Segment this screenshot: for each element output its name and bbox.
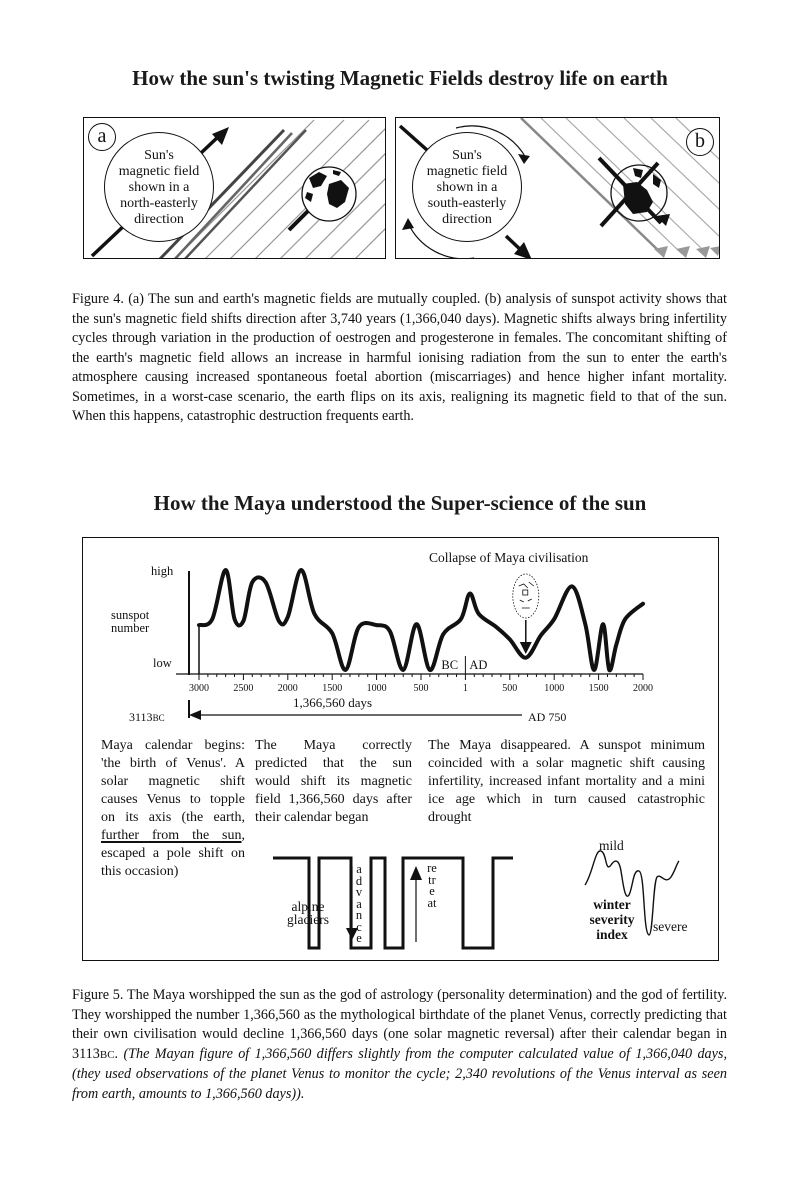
mild-label: mild [599, 838, 624, 853]
sunspot-chart [83, 538, 720, 728]
bubble-line: magnetic field [118, 164, 200, 179]
glacier-diagram [273, 838, 513, 958]
x-minor-ticks [199, 674, 643, 680]
winter-severity-label [577, 897, 647, 942]
x-tick-label: 2000 [277, 683, 298, 694]
bubble-line: direction [442, 212, 492, 227]
span-label: 1,366,560 days [293, 695, 373, 710]
figure5-caption-era: BC [99, 1048, 115, 1061]
bubble-line: south-easterly [427, 196, 507, 211]
figure5-caption: Figure 5. The Maya worshipped the sun as the god of astrology (personality determination) and the god of fertility. They worshipped the number 1,366,560 as the mythological birthdate of the planet Venus, correctly predicting that their own civilisation would decline 1,366,560 days (one solar magnetic reversal) after their calendar began in 3113BC. (The Mayan figure of 1,366,560 differs slightly from the computer calculated value of 1,366,040 days, (they used observations of the planet Venus to monitor the cycle; 2,340 revolutions of the Venus interval as seen from earth, amounts to 1,366,560 days)). [72, 987, 728, 1102]
span-arrow-head [189, 710, 201, 720]
bubble-line: north-easterly [120, 196, 198, 211]
bubble-line: Sun's [144, 148, 174, 163]
glacier-label-line: alpine [291, 899, 325, 914]
span-end-label: AD 750 [528, 710, 567, 724]
figure4-panel-b [395, 117, 720, 259]
advance-label: advance [355, 862, 363, 945]
panel-a-letter: a [88, 123, 116, 151]
figure4-caption: Figure 4. (a) The sun and earth's magnetic fields are mutually coupled. (b) analysis of sunspot activity shows that the sun's magnetic field shifts direction after 3,740 years (1,366,040 days). Magnetic shifts always bring infertility cycles through variation in the production of oestrogen and progesterone in females. The concomitant shifting of the earth's magnetic field allows an increase in harmful ionising radiation from the sun to enter the earth's atmosphere causing increased spontaneous foetal abortion (miscarriages) and hence higher infant mortality. Sometimes, in a worst-case scenario, the earth flips on its axis, realigning its magnetic field to that of the sun. When this happens, catastrophic destruction frequents earth. [72, 291, 727, 424]
bubble-line: shown in a [436, 180, 498, 195]
y-high-label: high [151, 564, 174, 578]
earth-globe-icon [299, 164, 359, 224]
winter-label-line: index [596, 927, 628, 942]
figure5-heading: How the Maya understood the Super-science of the sun [153, 491, 647, 515]
col1-text-end: , escaped a pole shift on this occasion) [101, 828, 245, 879]
y-low-label: low [153, 656, 172, 670]
figure5-caption-italic: (The Mayan figure of 1,366,560 differs slightly from the computer calculated value of 1,366,040 days, (they used observations of the planet Venus to monitor the cycle; 2,340 revolutions of the Venus interval as seen from earth, amounts to 1,366,560 days)). [72, 1045, 728, 1102]
sun-bubble-a-text [104, 148, 214, 228]
x-tick-label: 1500 [322, 683, 343, 694]
x-tick-label: 1000 [366, 683, 387, 694]
x-tick-label: 2000 [633, 683, 653, 694]
x-tick-label: 3000 [189, 683, 209, 694]
span-start-era: BC [152, 713, 165, 723]
col1-text: Maya calendar begins: 'the birth of Venus'. A solar magnetic shift causes Venus to topple on its axis (the earth, [101, 738, 245, 825]
x-tick-label: 500 [413, 683, 429, 694]
figure5-caption-text: Figure 5. The Maya worshipped the sun as the god of astrology (personality determination) and the god of fertility. They worshipped the number 1,366,560 as the mythological birthdate of the planet Venus, correctly predicting that their own civilisation would decline 1,366,560 days (one solar magnetic reversal) after their calendar began in 3113 [72, 987, 727, 1062]
figure5-box [82, 537, 719, 961]
ad-label: AD [469, 658, 488, 672]
bubble-line: magnetic field [426, 164, 508, 179]
panel-b-letter: b [686, 128, 714, 156]
winter-label-line: winter [593, 897, 631, 912]
x-tick-label: 2500 [233, 683, 254, 694]
col1-underlined: further from the sun [101, 828, 242, 843]
collapse-annotation: Collapse of Maya civilisation [429, 550, 589, 565]
glacier-label [287, 900, 329, 926]
earth-globe-icon [607, 162, 671, 224]
y-axis-label [111, 609, 149, 635]
span-start-label [129, 710, 165, 725]
span-start-year: 3113 [129, 710, 153, 724]
bc-label: BC [441, 658, 459, 672]
retreat-label: retreat [427, 861, 437, 910]
x-tick-label: 1 [462, 683, 468, 694]
maya-face-icon [513, 574, 539, 618]
x-tick-label: 1000 [544, 683, 565, 694]
x-tick-label: 500 [502, 683, 518, 694]
retreat-arrow-head [410, 866, 422, 880]
bubble-line: shown in a [128, 180, 190, 195]
sun-bubble-b-text [412, 148, 522, 228]
severe-label: severe [653, 919, 688, 934]
y-label-line: sunspot [111, 608, 150, 622]
column-calendar-begins [101, 737, 245, 881]
column-prediction: The Maya correctly predicted that the sun would shift its magnetic field 1,366,560 days after their calendar began [255, 738, 412, 825]
x-tick-label: 1500 [588, 683, 609, 694]
glacier-label-line: glaciers [287, 912, 329, 927]
column-disappearance: The Maya disappeared. A sunspot minimum coincided with a solar magnetic shift causing infertility, increased infant mortality and a mini ice age which in turn caused catastrophic drought [428, 738, 705, 825]
bubble-line: Sun's [452, 148, 482, 163]
bubble-line: direction [134, 212, 184, 227]
figure4-panel-a [83, 117, 386, 259]
sunspot-series-line [199, 570, 643, 670]
winter-label-line: severity [589, 912, 635, 927]
y-label-line: number [111, 621, 150, 635]
figure4-heading: How the sun's twisting Magnetic Fields destroy life on earth [132, 66, 668, 90]
